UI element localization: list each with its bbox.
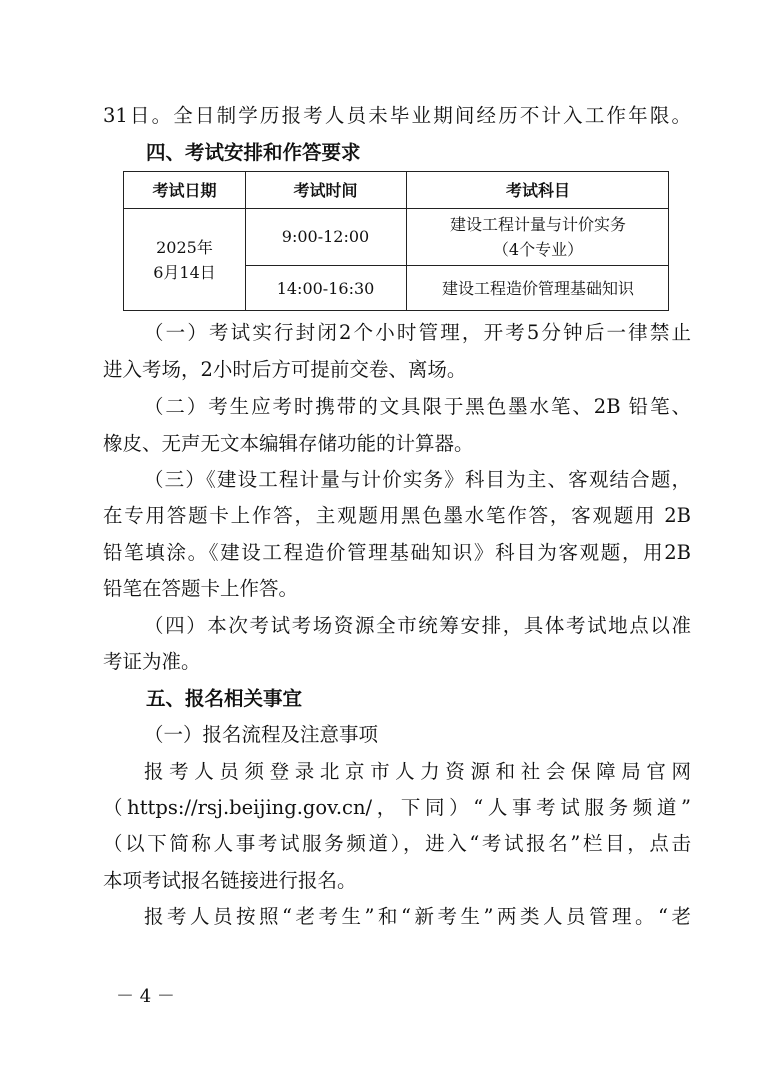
exam-date-year: 2025年 (156, 238, 213, 257)
exam-date-day: 6月14日 (153, 263, 216, 282)
section-heading-5: 五、报名相关事宜 (146, 687, 303, 710)
paragraph-line: （四）本次考试考场资源全市统筹安排，具体考试地点以准 (144, 614, 691, 637)
header-exam-date: 考试日期 (152, 180, 217, 200)
paragraph-line: 考证为准。 (103, 650, 201, 673)
paragraph-line: 31日。全日制学历报考人员未毕业期间经历不计入工作年限。 (103, 104, 691, 127)
paragraph-line: （https://rsj.beijing.gov.cn/，下同）“人事考试服务频道” (103, 796, 691, 819)
paragraph-line: 报考人员须登录北京市人力资源和社会保障局官网 (144, 760, 691, 783)
paragraph-line: 橡皮、无声无文本编辑存储功能的计算器。 (103, 432, 474, 455)
subject-note: （4个专业） (492, 239, 584, 259)
exam-time-cell: 9:00-12:00 (281, 227, 370, 246)
paragraph-line: （以下简称人事考试服务频道），进入“考试报名”栏目，点击 (103, 832, 691, 855)
paragraph-line: （二）考生应考时携带的文具限于黑色墨水笔、2B 铅笔、 (144, 395, 691, 418)
paragraph-line: 在专用答题卡上作答，主观题用黑色墨水笔作答，客观题用 2B (103, 504, 691, 527)
header-exam-time: 考试时间 (293, 180, 358, 200)
exam-subject-cell: 建设工程造价管理基础知识 (441, 279, 634, 298)
paragraph-line: 本项考试报名链接进行报名。 (103, 869, 357, 892)
header-exam-subject: 考试科目 (505, 180, 570, 200)
exam-time-cell: 14:00-16:30 (276, 279, 375, 298)
exam-subject-cell (406, 208, 670, 265)
subject-name: 建设工程计量与计价实务 (449, 214, 626, 234)
subsection-heading: （一）报名流程及注意事项 (144, 723, 379, 746)
paragraph-line: 进入考场，2小时后方可提前交卷、离场。 (103, 358, 467, 381)
paragraph-line: 铅笔在答题卡上作答。 (103, 577, 299, 600)
paragraph-line: （一）考试实行封闭2个小时管理，开考5分钟后一律禁止 (144, 321, 691, 344)
paragraph-line: 报考人员按照“老考生”和“新考生”两类人员管理。“老 (144, 905, 691, 928)
page-number: － 4 － (116, 986, 175, 1007)
section-heading-4: 四、考试安排和作答要求 (146, 141, 361, 164)
exam-schedule-table (123, 171, 669, 311)
paragraph-line: 铅笔填涂。《建设工程造价管理基础知识》科目为客观题，用2B (103, 541, 691, 564)
paragraph-line: （三）《建设工程计量与计价实务》科目为主、客观结合题， (144, 468, 691, 491)
exam-date-cell (124, 208, 245, 312)
